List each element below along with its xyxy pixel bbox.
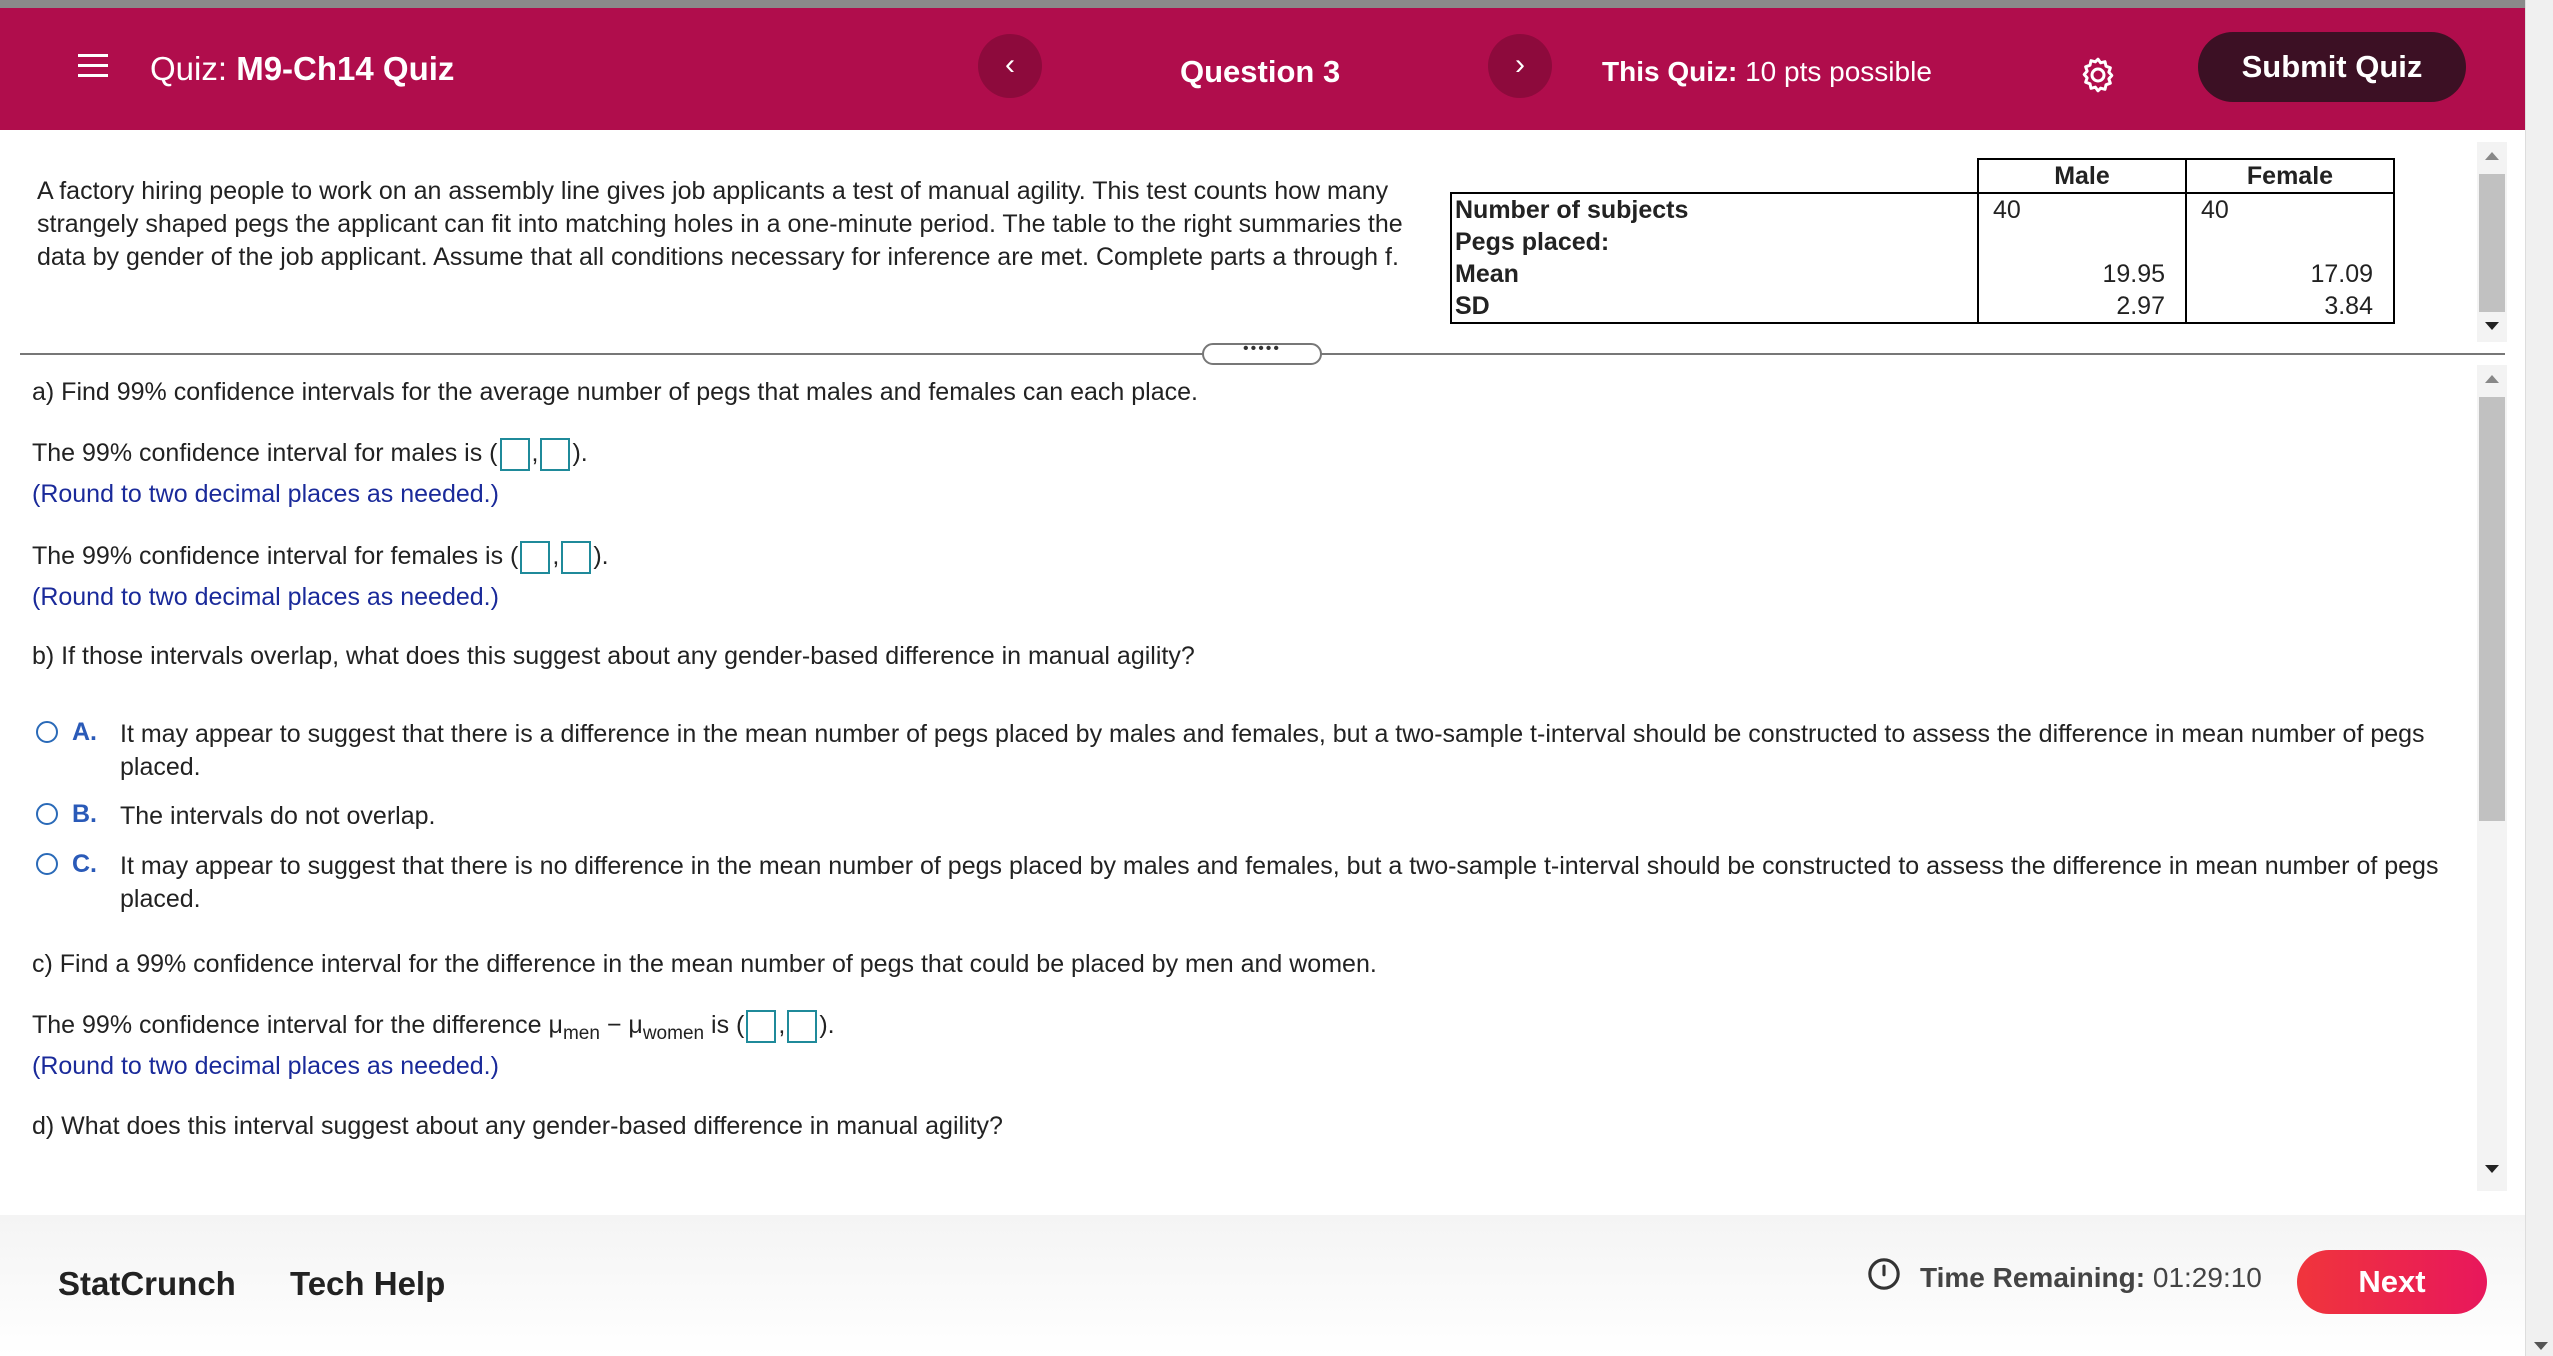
- upper-pane-scrollbar[interactable]: [2477, 142, 2507, 342]
- females-ci-text: The 99% confidence interval for females is: [32, 542, 504, 571]
- menu-icon[interactable]: [78, 52, 108, 78]
- scroll-down-icon[interactable]: [2485, 322, 2499, 330]
- settings-gear-icon[interactable]: [2078, 55, 2118, 95]
- next-question-button[interactable]: [1488, 34, 1552, 98]
- submit-quiz-button[interactable]: Submit Quiz: [2198, 32, 2466, 102]
- males-ci-upper-input[interactable]: [540, 438, 570, 471]
- next-button[interactable]: Next: [2297, 1250, 2487, 1314]
- tech-help-button[interactable]: Tech Help: [290, 1265, 446, 1302]
- mu-women: $\mu_{women}$: [628, 1011, 705, 1045]
- time-prefix: Time Remaining:: [1920, 1262, 2146, 1293]
- table-row: [1451, 290, 2394, 323]
- part-c-difference-line: The 99% confidence interval for the difference $\mu_{men} - \mu_{women}$ is ( , ).: [32, 1011, 835, 1045]
- radio-option-c[interactable]: [36, 853, 58, 875]
- difference-ci-lower-input[interactable]: [746, 1010, 776, 1043]
- table-header-female: Female: [2186, 159, 2394, 193]
- browser-top-strip: [0, 0, 2525, 8]
- mu-men: $\mu_{men}$: [548, 1011, 600, 1045]
- chevron-right-icon: ›: [1515, 48, 1525, 81]
- part-a-females-line: The 99% confidence interval for females is ( , ).: [32, 541, 609, 574]
- data-table: [1450, 158, 2395, 324]
- chevron-left-icon: ‹: [1005, 48, 1015, 81]
- option-b-letter: B.: [72, 800, 97, 828]
- question-stem: A factory hiring people to work on an assembly line gives job applicants a test of manual agility. This test counts how many strangely shaped pegs the applicant can fit into matching holes in a one-minute period. The table to the right summaries the data by gender of the job applicant. Assume that all conditions necessary for inference are met. Complete parts a through f.: [37, 177, 1403, 271]
- male-number-of-subjects: 40: [1978, 193, 2186, 226]
- lower-pane-scrollbar[interactable]: [2477, 365, 2507, 1191]
- row-label-sd: SD: [1451, 290, 1978, 323]
- radio-option-b[interactable]: [36, 803, 58, 825]
- option-a-text: It may appear to suggest that there is a difference in the mean number of pegs placed by males and females, but a two-sample t-interval should be constructed to assess the difference in mean number of pegs placed.: [120, 720, 2425, 781]
- minus-sign: −: [606, 1011, 622, 1040]
- option-c-letter: C.: [72, 850, 97, 878]
- option-c-text: It may appear to suggest that there is no difference in the mean number of pegs placed by males and females, but a two-sample t-interval should be constructed to assess the difference in mean number of pegs placed.: [120, 852, 2439, 913]
- females-ci-lower-input[interactable]: [520, 541, 550, 574]
- option-a-letter: A.: [72, 718, 97, 746]
- question-number: Question 3: [1180, 54, 1341, 89]
- time-remaining: [1920, 1262, 2262, 1294]
- males-ci-text: The 99% confidence interval for males is: [32, 439, 483, 468]
- option-b-text: The intervals do not overlap.: [120, 802, 436, 830]
- female-number-of-subjects: 40: [2186, 193, 2394, 226]
- table-header-blank: [1451, 159, 1978, 193]
- male-mean: 19.95: [1978, 258, 2186, 290]
- male-pegs-placed: [1978, 226, 2186, 258]
- part-b-prompt: b) If those intervals overlap, what does this suggest about any gender-based difference in manual agility?: [32, 642, 1195, 670]
- time-value: 01:29:10: [2152, 1262, 2262, 1293]
- part-a-males-line: The 99% confidence interval for males is ( , ).: [32, 438, 588, 471]
- radio-option-a[interactable]: [36, 721, 58, 743]
- females-ci-upper-input[interactable]: [561, 541, 591, 574]
- quiz-name: M9-Ch14 Quiz: [236, 50, 455, 87]
- part-a-prompt: a) Find 99% confidence intervals for the average number of pegs that males and females can each place.: [32, 378, 1198, 406]
- window-scroll-down-icon[interactable]: [2534, 1342, 2548, 1350]
- scroll-up-icon[interactable]: [2485, 152, 2499, 160]
- statcrunch-button[interactable]: StatCrunch: [58, 1265, 236, 1302]
- clock-icon: [1867, 1257, 1901, 1291]
- quiz-points: [1602, 56, 1932, 88]
- quiz-title: [150, 50, 454, 88]
- round-hint: (Round to two decimal places as needed.): [32, 480, 499, 508]
- table-row: [1451, 193, 2394, 226]
- female-pegs-placed: [2186, 226, 2394, 258]
- is-text: is: [711, 1011, 730, 1040]
- points-value: 10 pts possible: [1745, 56, 1932, 87]
- table-row: [1451, 226, 2394, 258]
- round-hint: (Round to two decimal places as needed.): [32, 1052, 499, 1080]
- row-label-number-of-subjects: Number of subjects: [1451, 193, 1978, 226]
- row-label-pegs-placed: Pegs placed:: [1451, 226, 1978, 258]
- difference-ci-upper-input[interactable]: [787, 1010, 817, 1043]
- scroll-down-icon[interactable]: [2485, 1165, 2499, 1173]
- table-header-male: Male: [1978, 159, 2186, 193]
- round-hint: (Round to two decimal places as needed.): [32, 583, 499, 611]
- previous-question-button[interactable]: [978, 34, 1042, 98]
- upper-scroll-thumb[interactable]: [2479, 174, 2505, 312]
- lower-scroll-thumb[interactable]: [2479, 397, 2505, 821]
- window-scrollbar[interactable]: [2525, 0, 2553, 1356]
- table-header-row: [1451, 159, 2394, 193]
- quiz-title-prefix: Quiz:: [150, 50, 228, 87]
- difference-ci-text: The 99% confidence interval for the difference: [32, 1011, 542, 1040]
- female-sd: 3.84: [2186, 290, 2394, 323]
- pane-resize-handle[interactable]: •••••: [1202, 343, 1322, 365]
- female-mean: 17.09: [2186, 258, 2394, 290]
- points-prefix: This Quiz:: [1602, 56, 1738, 87]
- part-d-prompt: d) What does this interval suggest about any gender-based difference in manual agility?: [32, 1112, 1003, 1140]
- male-sd: 2.97: [1978, 290, 2186, 323]
- row-label-mean: Mean: [1451, 258, 1978, 290]
- table-row: [1451, 258, 2394, 290]
- scroll-up-icon[interactable]: [2485, 375, 2499, 383]
- males-ci-lower-input[interactable]: [500, 438, 530, 471]
- quiz-header: [0, 8, 2525, 130]
- part-c-prompt: c) Find a 99% confidence interval for the difference in the mean number of pegs that could be placed by men and women.: [32, 950, 1377, 978]
